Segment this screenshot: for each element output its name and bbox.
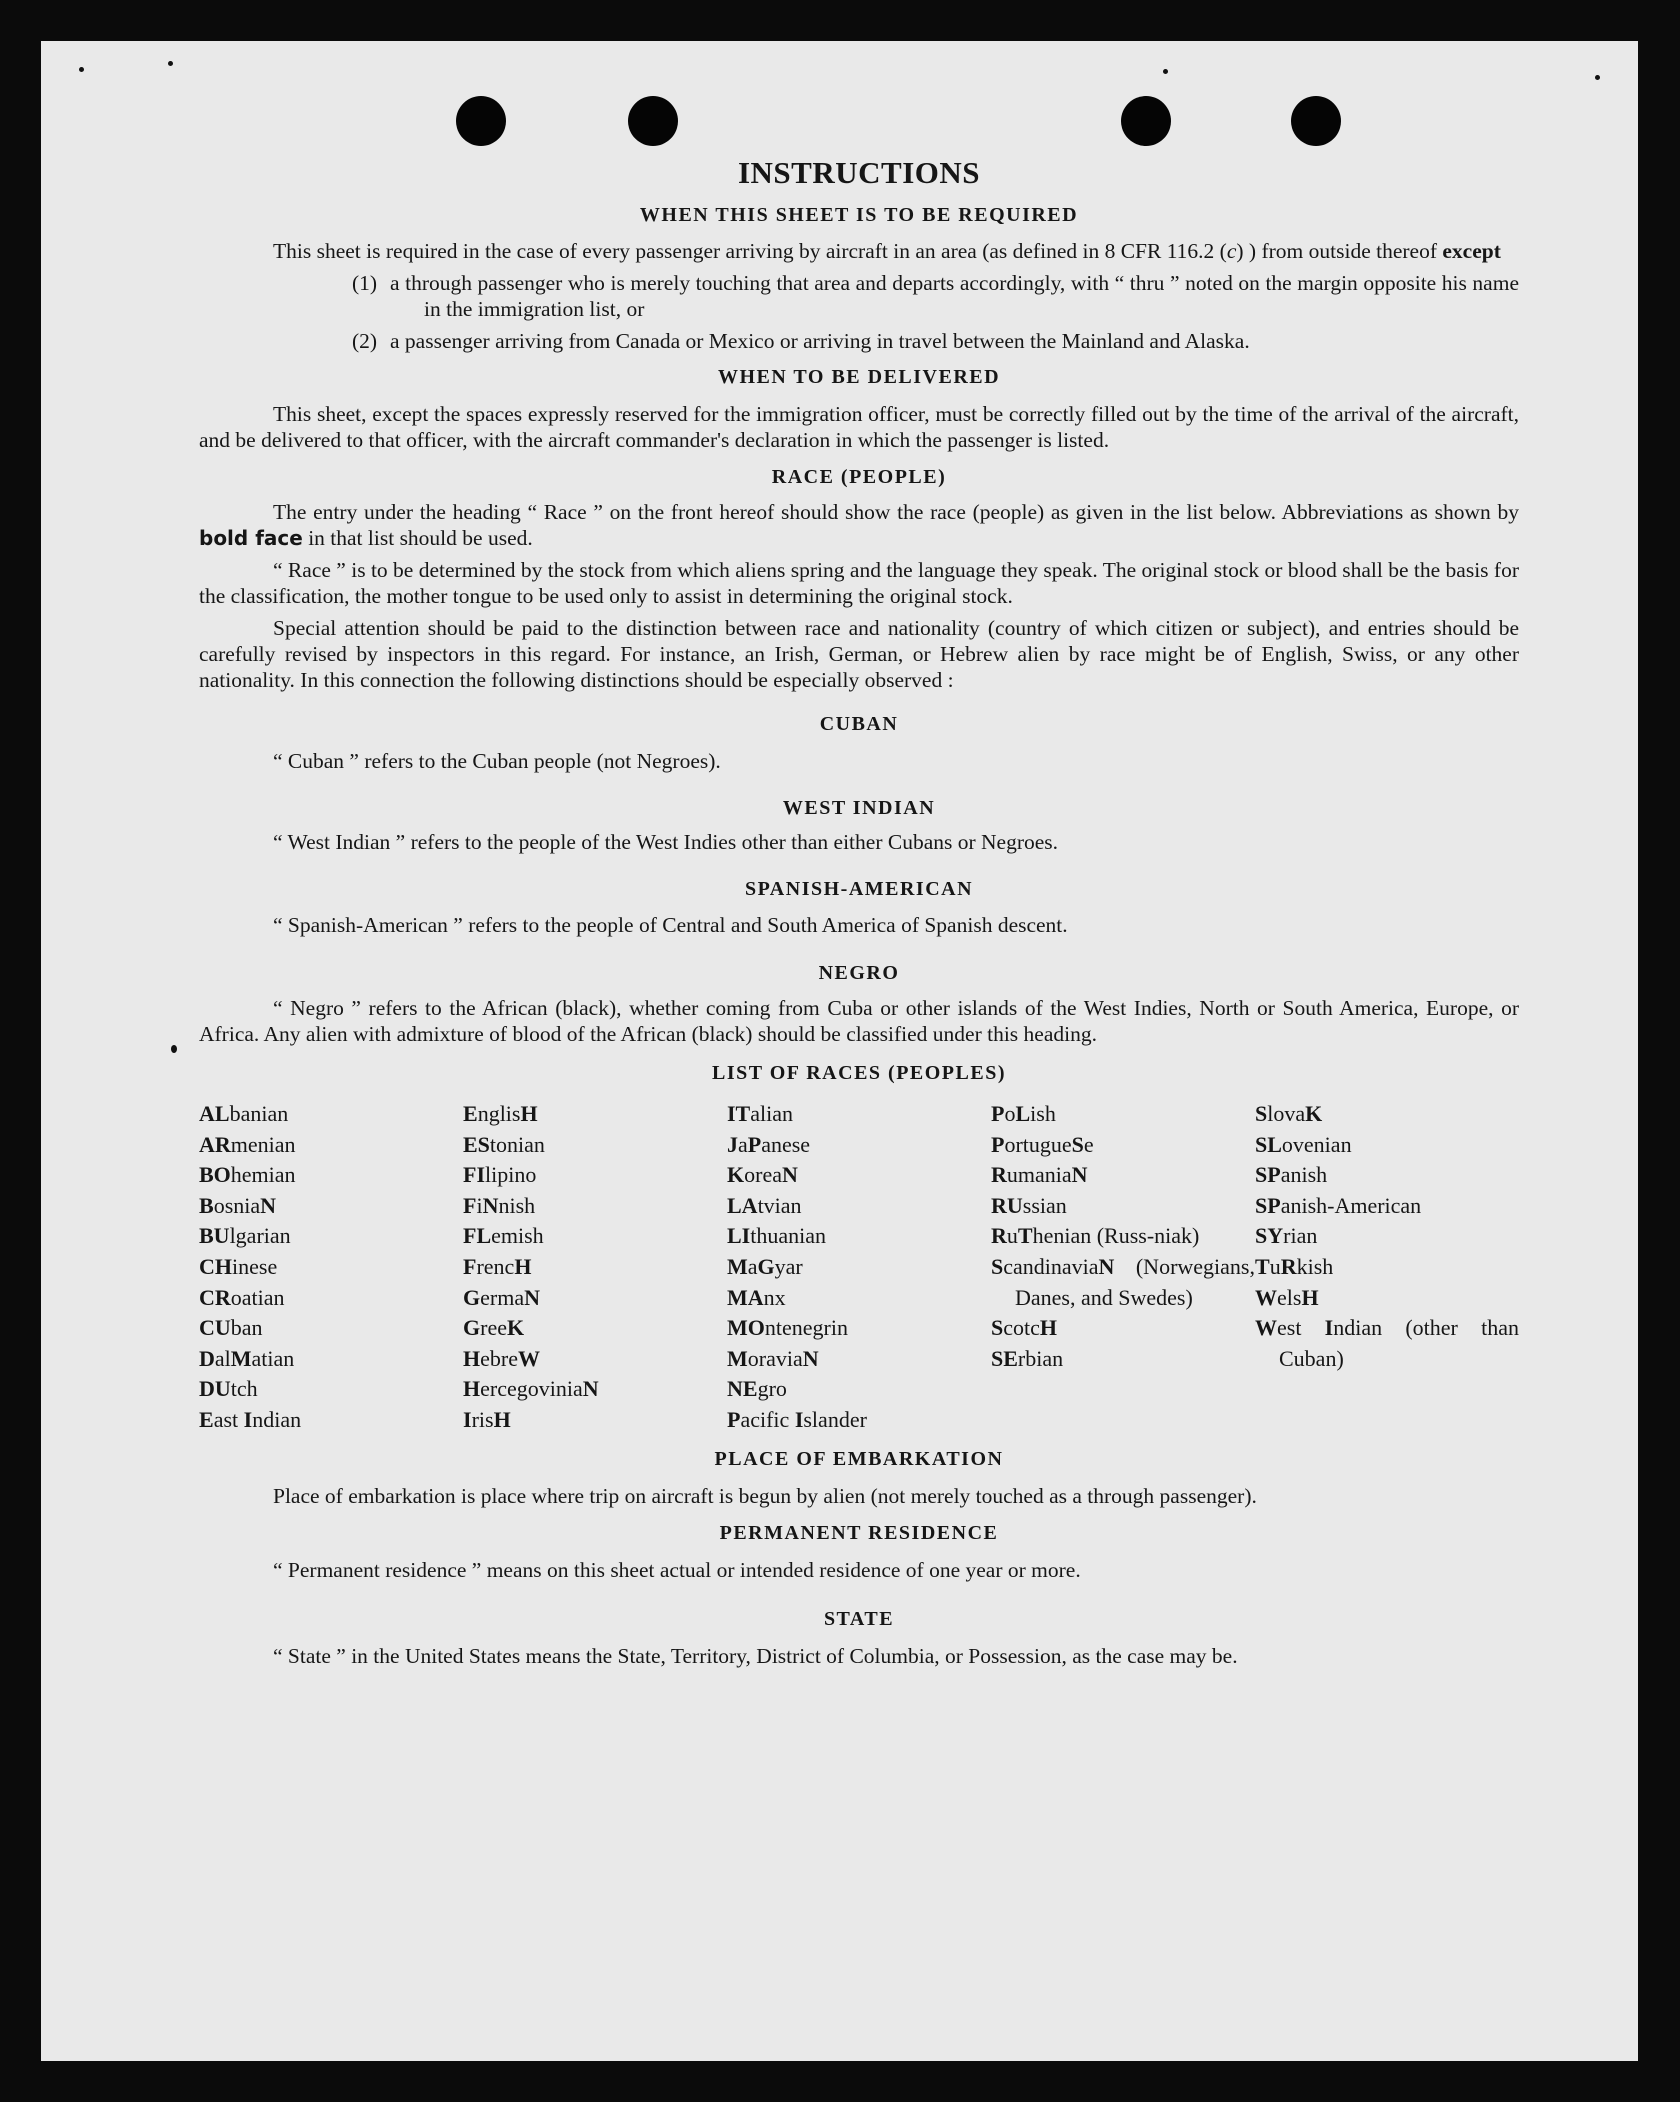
- race-entry: NEgro: [727, 1376, 787, 1402]
- when-required-intro: This sheet is required in the case of every passenger arriving by aircraft in an area (as defined in 8 CFR 116.2 (c) ) from outside thereof except: [273, 239, 1501, 263]
- spanish-american-text: “ Spanish-American ” refers to the people of Central and South America of Spanish descent.: [273, 913, 1068, 937]
- section-heading-when-required: WHEN THIS SHEET IS TO BE REQUIRED: [639, 204, 1079, 226]
- race-entry: IrisH: [463, 1406, 511, 1432]
- race-entry: ARmenian: [199, 1131, 296, 1157]
- section-heading-list-of-races: LIST OF RACES (PEOPLES): [711, 1062, 1006, 1084]
- race-column: [463, 1099, 727, 1436]
- race-entry: ALbanian: [199, 1101, 289, 1126]
- race-list: [199, 1099, 1519, 1436]
- speck: [168, 61, 173, 66]
- state-text: “ State ” in the United States means the State, Territory, District of Columbia, or Possession, as the case may be.: [273, 1643, 1238, 1668]
- exception-item-1: (1) a through passenger who is merely touching that area and departs accordingly, with “ thru ” noted on the margin opposite his name in the immigration list, or: [352, 271, 1519, 321]
- race-entry: ScandinaviaN (Norwegians, Danes, and Swedes): [991, 1253, 1255, 1310]
- negro-text: “ Negro ” refers to the African (black), whether coming from Cuba or other islands of the West Indies, North or South America, Europe, or Africa. Any alien with admixture of blood of the African (black) should be classified under this heading.: [199, 996, 1519, 1046]
- race-entry: GreeK: [463, 1315, 525, 1341]
- race-entry: SPanish-American: [1255, 1192, 1422, 1218]
- section-heading-race: RACE (PEOPLE): [771, 466, 947, 488]
- race-entry: RumaniaN: [991, 1162, 1088, 1188]
- race-entry: WelsH: [1255, 1284, 1319, 1310]
- race-entry: CHinese: [199, 1253, 278, 1279]
- document-page: [41, 41, 1638, 2061]
- race-entry: East Indian: [199, 1406, 302, 1432]
- race-entry: TuRkish: [1255, 1253, 1334, 1279]
- race-entry: HebreW: [463, 1345, 540, 1371]
- section-heading-cuban: CUBAN: [819, 713, 899, 735]
- race-column: [199, 1099, 463, 1436]
- race-entry: GermaN: [463, 1284, 540, 1310]
- race-entry: MaGyar: [727, 1253, 803, 1279]
- race-entry: DUtch: [199, 1376, 258, 1402]
- race-paragraph-2: “ Race ” is to be determined by the stock from which aliens spring and the language they speak. The original stock or blood shall be the basis for the classification, the mother tongue to be used only to assist in determining the original stock.: [199, 558, 1519, 608]
- race-entry: RuThenian (Russ-niak): [991, 1223, 1200, 1249]
- embarkation-text: Place of embarkation is place where trip on aircraft is begun by alien (not merely touched as a through passenger).: [273, 1483, 1257, 1508]
- section-heading-when-delivered: WHEN TO BE DELIVERED: [717, 366, 1001, 388]
- page-title: INSTRUCTIONS: [737, 155, 980, 190]
- race-entry: KoreaN: [727, 1162, 798, 1188]
- speck: [171, 1045, 177, 1053]
- race-entry: BosniaN: [199, 1192, 277, 1218]
- race-entry: HercegoviniaN: [463, 1376, 599, 1402]
- race-entry: BUlgarian: [199, 1223, 291, 1249]
- section-heading-negro: NEGRO: [818, 962, 900, 984]
- race-entry: DalMatian: [199, 1345, 295, 1371]
- race-entry: FIlipino: [463, 1162, 537, 1188]
- race-paragraph-1: The entry under the heading “ Race ” on the front hereof should show the race (people) as given in the list below. Abbreviations as shown by bold face in that list should be used.: [199, 500, 1519, 550]
- race-entry: SLovenian: [1255, 1131, 1352, 1157]
- instructions-content: [199, 155, 1519, 1669]
- when-delivered-text: This sheet, except the spaces expressly reserved for the immigration officer, must be correctly filled out by the time of the arrival of the aircraft, and be delivered to that officer, with the aircraft commander's declaration in which the passenger is listed.: [199, 402, 1519, 452]
- section-heading-west-indian: WEST INDIAN: [782, 797, 936, 819]
- cuban-text: “ Cuban ” refers to the Cuban people (not Negroes).: [273, 749, 721, 773]
- race-entry: PortugueSe: [991, 1131, 1094, 1157]
- race-entry: CUban: [199, 1315, 263, 1341]
- race-entry: BOhemian: [199, 1162, 296, 1188]
- race-entry: SlovaK: [1255, 1101, 1323, 1126]
- west-indian-text: “ West Indian ” refers to the people of the West Indies other than either Cubans or Negroes.: [273, 830, 1059, 854]
- section-heading-state: STATE: [823, 1607, 895, 1630]
- race-entry: MAnx: [727, 1284, 786, 1310]
- section-heading-embarkation: PLACE OF EMBARKATION: [714, 1447, 1004, 1470]
- residence-text: “ Permanent residence ” means on this sheet actual or intended residence of one year or more.: [273, 1557, 1081, 1582]
- race-entry: RUssian: [991, 1192, 1067, 1218]
- race-entry: ScotcH: [991, 1315, 1058, 1341]
- race-entry: PoLish: [991, 1101, 1056, 1126]
- race-entry: FLemish: [463, 1223, 544, 1249]
- race-column: [991, 1099, 1255, 1436]
- race-entry: FiNnish: [463, 1192, 536, 1218]
- race-entry: LIthuanian: [727, 1223, 827, 1249]
- speck: [1595, 75, 1600, 80]
- race-entry: SErbian: [991, 1345, 1064, 1371]
- race-paragraph-3: Special attention should be paid to the distinction between race and nationality (country of which citizen or subject), and entries should be carefully revised by inspectors in this regard. For instance, an Irish, German, or Hebrew alien by race might be of English, Swiss, or any other nationality. In this connection the following distinctions should be especially observed :: [199, 616, 1519, 692]
- punch-hole: [1291, 96, 1341, 146]
- punch-hole: [628, 96, 678, 146]
- race-entry: CRoatian: [199, 1284, 285, 1310]
- race-entry: FrencH: [463, 1253, 532, 1279]
- punch-hole: [456, 96, 506, 146]
- race-entry: Pacific Islander: [727, 1406, 867, 1432]
- race-entry: LAtvian: [727, 1192, 802, 1218]
- race-entry: SPanish: [1255, 1162, 1328, 1188]
- section-heading-spanish-american: SPANISH-AMERICAN: [744, 878, 974, 900]
- exception-item-2: (2) a passenger arriving from Canada or Mexico or arriving in travel between the Mainland and Alaska.: [352, 329, 1250, 353]
- speck: [1163, 69, 1168, 74]
- race-column: [727, 1099, 991, 1436]
- race-entry: MOntenegrin: [727, 1315, 848, 1341]
- race-entry: West Indian (other than Cuban): [1255, 1315, 1519, 1371]
- race-column: [1255, 1099, 1519, 1436]
- punch-hole: [1121, 96, 1171, 146]
- speck: [79, 67, 84, 72]
- race-entry: EStonian: [463, 1131, 545, 1157]
- race-entry: ITalian: [727, 1101, 794, 1126]
- race-entry: JaPanese: [727, 1131, 811, 1157]
- race-entry: SYrian: [1255, 1223, 1318, 1249]
- race-entry: EnglisH: [463, 1101, 538, 1126]
- section-heading-residence: PERMANENT RESIDENCE: [719, 1521, 999, 1544]
- race-entry: MoraviaN: [727, 1345, 819, 1371]
